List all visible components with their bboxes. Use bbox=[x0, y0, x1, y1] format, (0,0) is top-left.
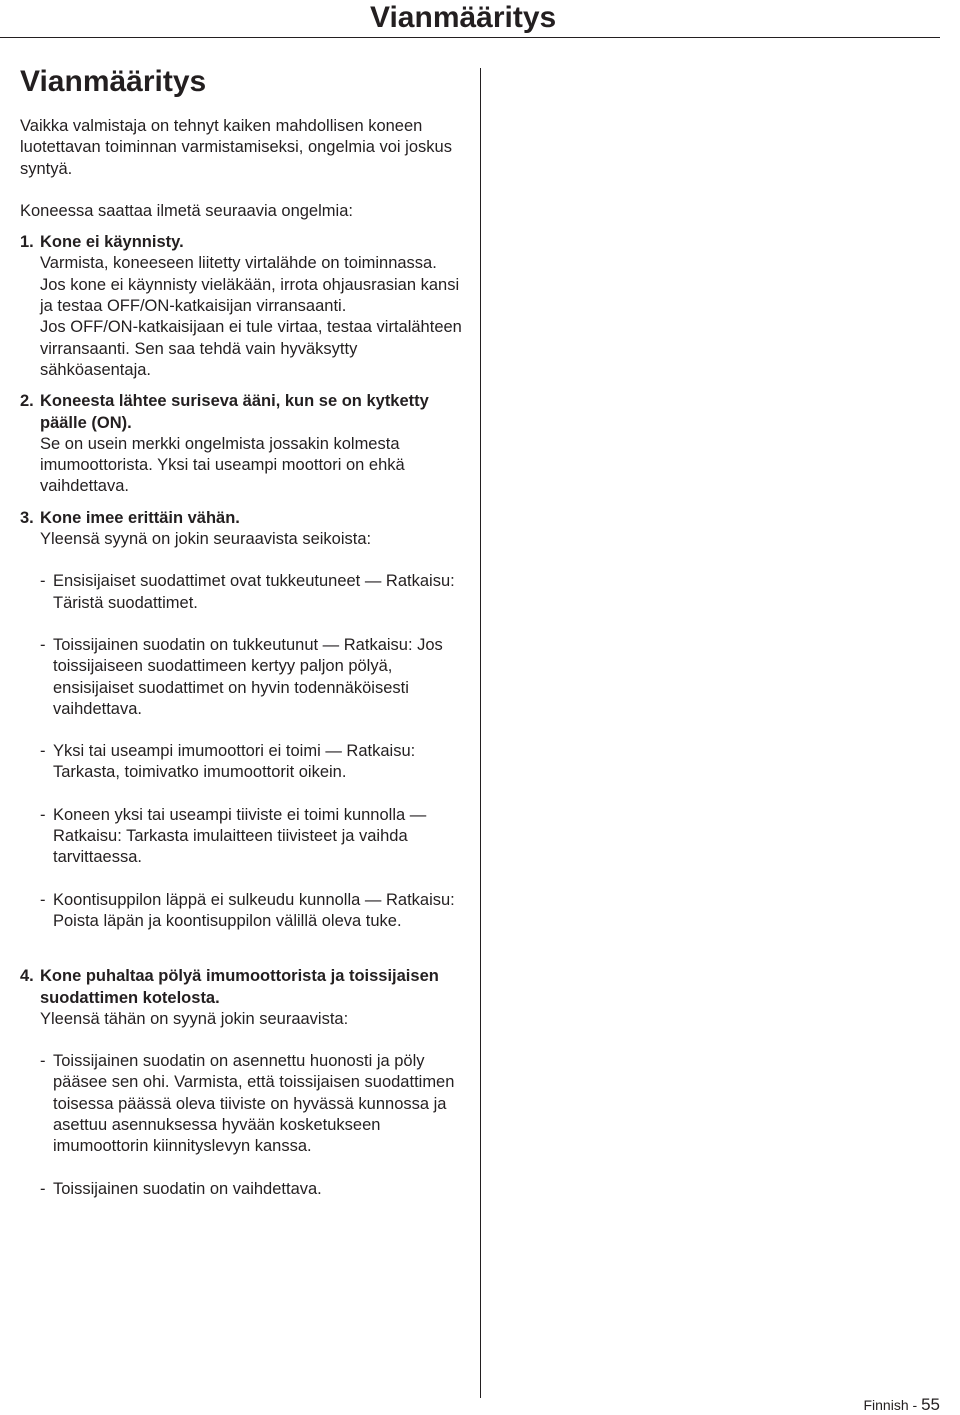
bullet-dash: - bbox=[40, 572, 46, 591]
problem-title: Kone puhaltaa pölyä imumoottorista ja toissijaisen suodattimen kotelosta. bbox=[40, 967, 439, 1007]
bullet-dash: - bbox=[40, 890, 46, 909]
problem-item-4 bbox=[20, 966, 465, 1200]
bullet-text: Toissijainen suodatin on vaihdettava. bbox=[53, 1179, 322, 1198]
bullet-dash: - bbox=[40, 1052, 46, 1071]
problem-heading bbox=[20, 966, 465, 1009]
footer-separator: - bbox=[912, 1397, 918, 1413]
problem-body bbox=[20, 1009, 465, 1200]
page-header-title: Vianmääritys bbox=[370, 1, 557, 34]
bullet-text: Koontisuppilon läppä ei sulkeudu kunnolla — Ratkaisu: Poista läpän ja koontisuppilon välillä oleva tuke. bbox=[53, 890, 455, 930]
problem-number: 1. bbox=[20, 233, 34, 252]
list-item bbox=[40, 635, 465, 720]
bullet-dash: - bbox=[40, 635, 46, 654]
list-item bbox=[40, 1179, 465, 1200]
problem-text: Se on usein merkki ongelmista jossakin kolmesta imumoottorista. Yksi tai useampi moottori on ehkä vaihdettava. bbox=[40, 434, 405, 496]
list-item bbox=[40, 1051, 465, 1157]
problem-heading bbox=[20, 232, 465, 253]
problem-number: 4. bbox=[20, 967, 34, 986]
problem-title: Koneesta lähtee suriseva ääni, kun se on kytketty päälle (ON). bbox=[40, 392, 429, 432]
bullet-text: Yksi tai useampi imumoottori ei toimi — Ratkaisu: Tarkasta, toimivatko imumoottorit oikein. bbox=[53, 742, 416, 782]
bullet-dash: - bbox=[40, 805, 46, 824]
problem-title: Kone ei käynnisty. bbox=[40, 233, 184, 252]
troubleshooting-section bbox=[20, 62, 465, 1210]
bullet-dash: - bbox=[40, 742, 46, 761]
problem-text: Yleensä syynä on jokin seuraavista seikoista: bbox=[40, 530, 372, 549]
page-footer bbox=[863, 1396, 940, 1414]
problem-text: Varmista, koneeseen liitetty virtalähde on toiminnassa. Jos kone ei käynnisty vieläkään, irrota ohjausrasian kansi ja testaa OFF/ON-katkaisijan virransaanti. bbox=[40, 254, 460, 316]
bullet-dash: - bbox=[40, 1179, 46, 1198]
section-title: Vianmääritys bbox=[20, 65, 207, 98]
footer-language: Finnish bbox=[863, 1397, 909, 1413]
intro-paragraph: Vaikka valmistaja on tehnyt kaiken mahdollisen koneen luotettavan toiminnan varmistamiseksi, ongelmia voi joskus syntyä. bbox=[20, 117, 452, 178]
problem-body bbox=[20, 253, 465, 381]
list-item bbox=[40, 741, 465, 784]
header-rule bbox=[0, 37, 940, 38]
problem-list bbox=[20, 232, 465, 1200]
problem-text: Yleensä tähän on syynä jokin seuraavista: bbox=[40, 1009, 349, 1028]
problem-body bbox=[20, 434, 465, 498]
list-item bbox=[40, 571, 465, 614]
problem-number: 3. bbox=[20, 508, 34, 527]
bullet-text: Koneen yksi tai useampi tiiviste ei toimi kunnolla — Ratkaisu: Tarkasta imulaitteen tiivisteet ja vaihda tarvittaessa. bbox=[53, 805, 427, 867]
page-number: 55 bbox=[921, 1395, 940, 1414]
problem-body bbox=[20, 529, 465, 932]
bullet-text: Toissijainen suodatin on tukkeutunut — Ratkaisu: Jos toissijaiseen suodattimeen kertyy paljon pölyä, ensisijaiset suodattimet on hyvin todennäköisesti vaihdettava. bbox=[53, 635, 443, 718]
intro-lead: Koneessa saattaa ilmetä seuraavia ongelmia: bbox=[20, 201, 353, 220]
bullet-text: Ensisijaiset suodattimet ovat tukkeutuneet — Ratkaisu: Täristä suodattimet. bbox=[53, 572, 455, 612]
column-divider bbox=[480, 68, 481, 1398]
problem-heading bbox=[20, 391, 465, 434]
list-item bbox=[40, 890, 465, 933]
problem-title: Kone imee erittäin vähän. bbox=[40, 508, 240, 527]
problem-number: 2. bbox=[20, 392, 34, 411]
bullet-text: Toissijainen suodatin on asennettu huonosti ja pöly pääsee sen ohi. Varmista, että toissijaisen suodattimen toisessa päässä oleva tiiviste on hyvässä kunnossa ja asettuu asennuksessa hyvään kosketukseen imumoottorin kiinnityslevyn kanssa. bbox=[53, 1052, 455, 1156]
problem-item-2 bbox=[20, 391, 465, 497]
problem-item-1 bbox=[20, 232, 465, 381]
problem-heading bbox=[20, 508, 465, 529]
list-item bbox=[40, 805, 465, 869]
problem-text: Jos OFF/ON-katkaisijaan ei tule virtaa, testaa virtalähteen virransaanti. Sen saa tehdä vain hyväksytty sähköasentaja. bbox=[40, 318, 462, 379]
problem-item-3 bbox=[20, 508, 465, 932]
